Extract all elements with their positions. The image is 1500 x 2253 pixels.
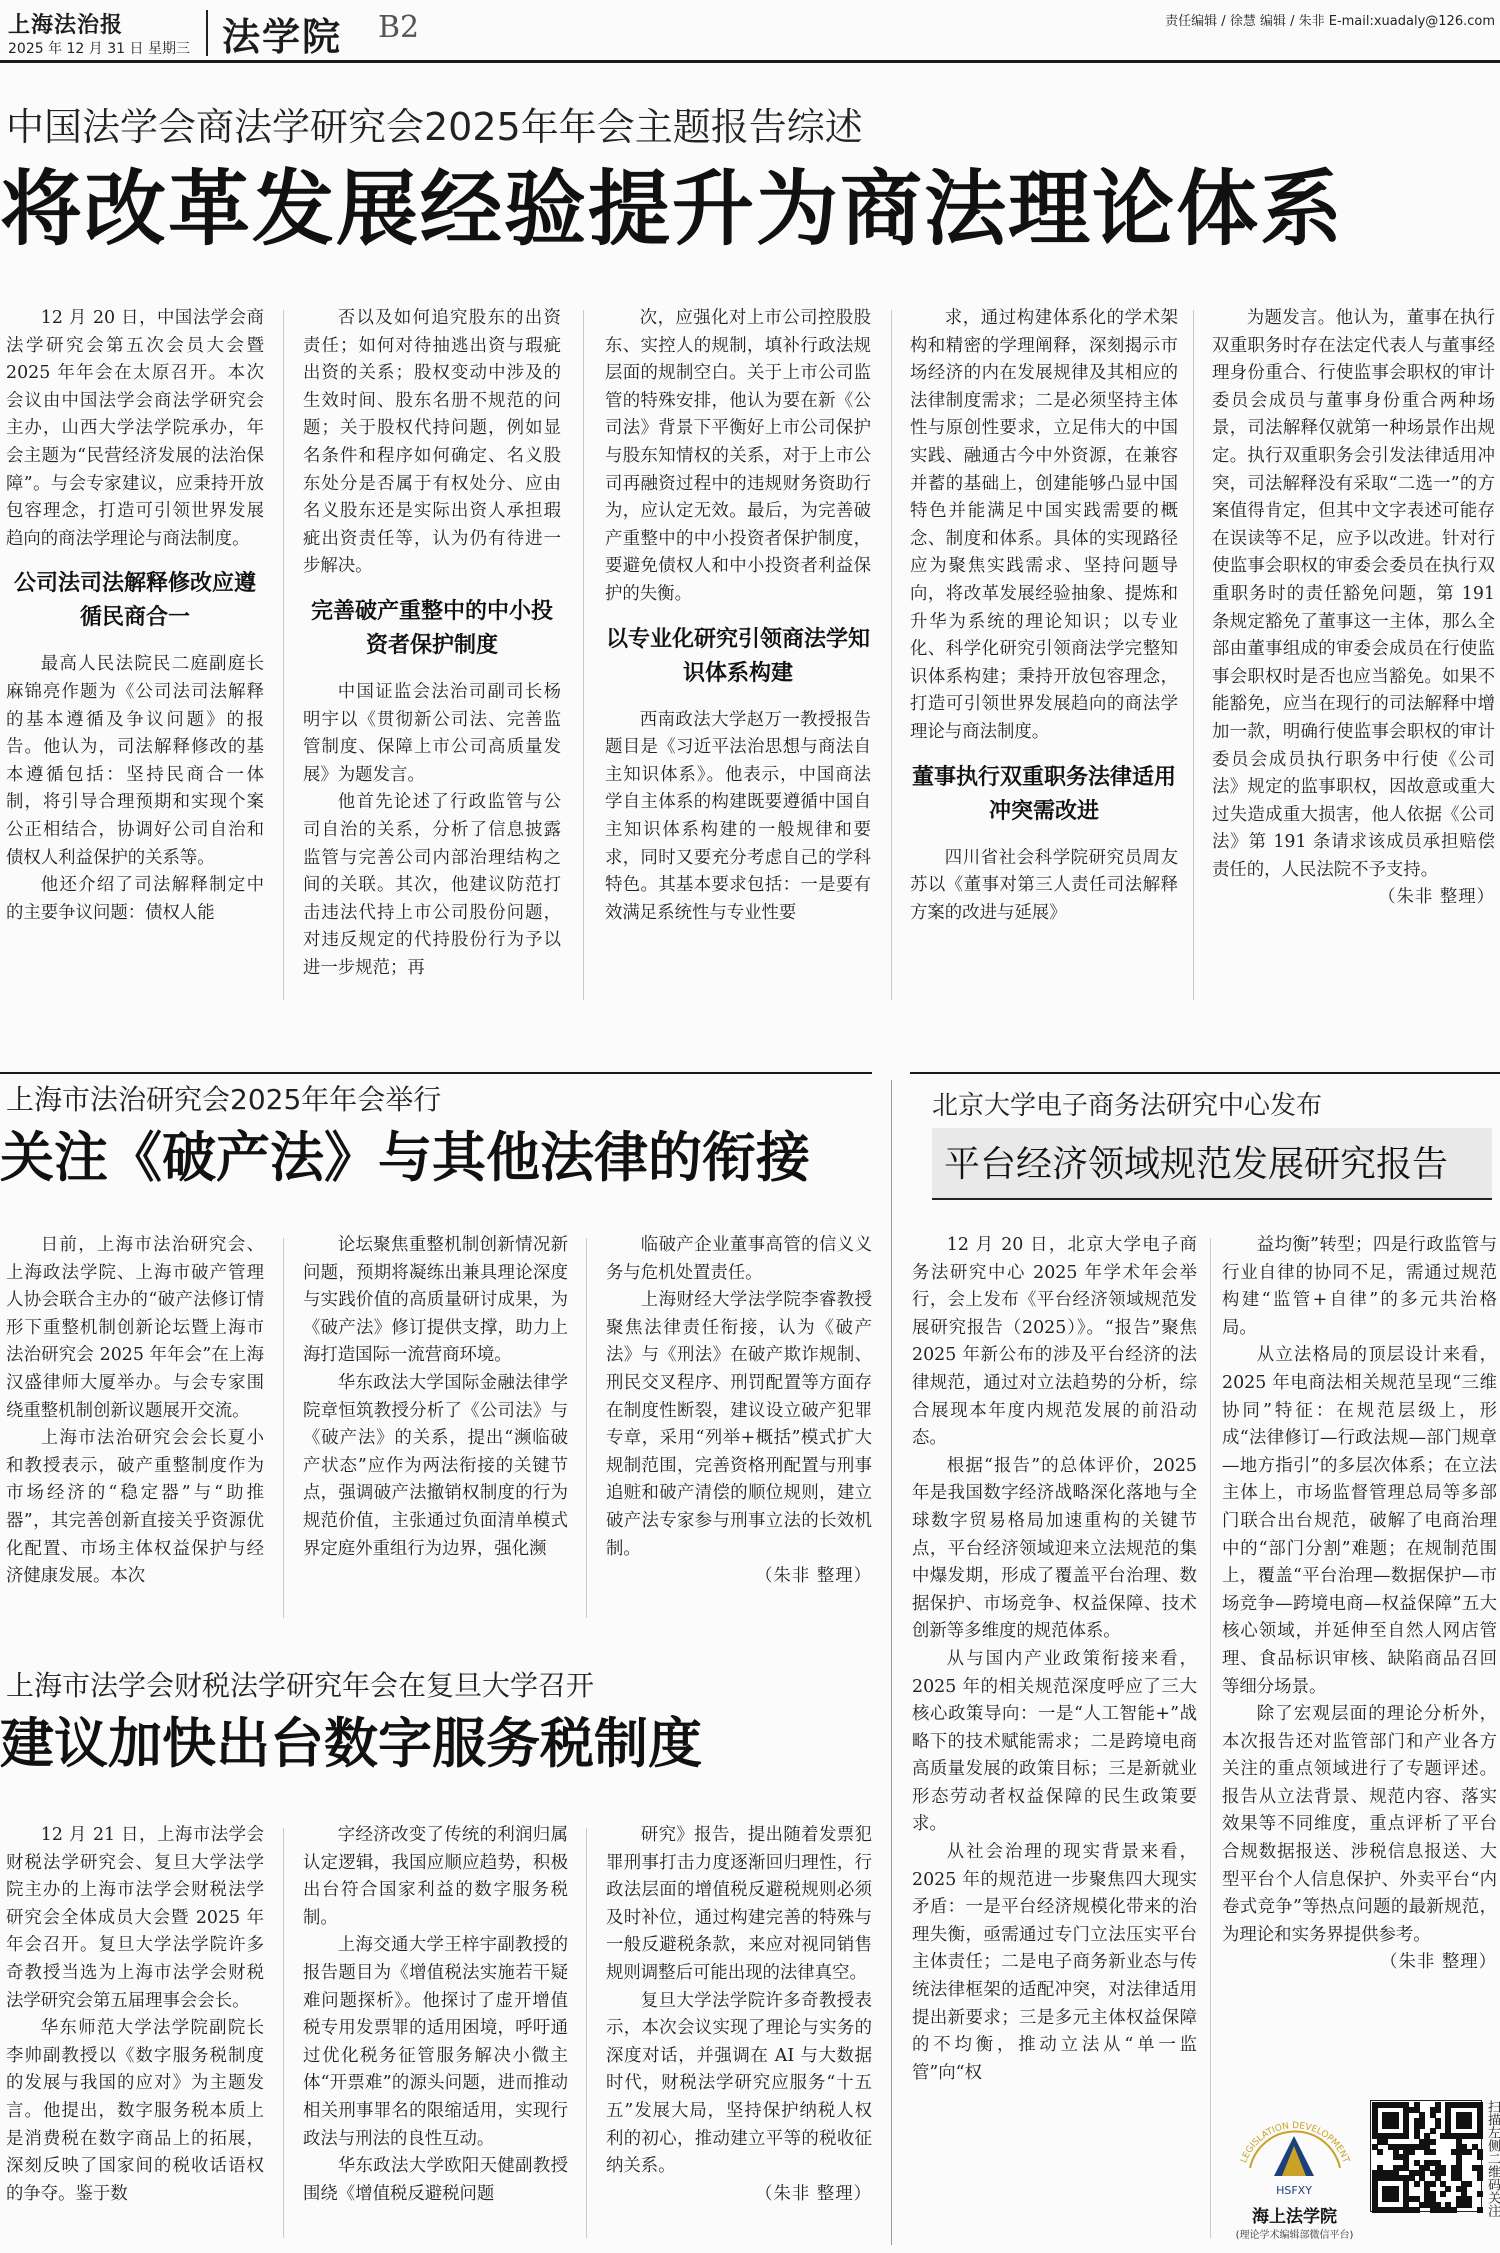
- qr-module: [1466, 2149, 1472, 2155]
- article-credit: （朱非 整理）: [1380, 1952, 1497, 1973]
- qr-module: [1430, 2149, 1436, 2155]
- article4-kicker: 北京大学电子商务法研究中心发布: [932, 1091, 1323, 1121]
- paragraph: 字经济改变了传统的利润归属认定逻辑，我国应顺应趋势，积极出台符合国家利益的数字服务税制。: [303, 1825, 568, 1928]
- section-rule-right: [910, 1072, 1500, 1074]
- subheading: 完善破产重整中的中小投资者保护制度: [310, 598, 553, 658]
- qr-module: [1477, 2191, 1483, 2197]
- wechat-qr-code[interactable]: [1370, 2100, 1482, 2212]
- qr-module: [1393, 2123, 1399, 2129]
- qr-module: [1414, 2181, 1420, 2187]
- paragraph: 为题发言。他认为，董事在执行双重职务时存在法定代表人与董事经理身份重合、行使监事会职权的审计委员会成员与董事身份重合两种场景，司法解释仅就第一种场景作出规定。执行双重职务会引发法律适用冲突，司法解释没有采取“二选一”的方案值得肯定，但其中文字表述可能存在误读等不足，应予以改进。针对行使监事会职权的审委会委员在执行双重职务时的责任豁免问题，第 191 条规定豁免了董事这一主体，那么全部由董事组成的审委会成员在行使监事会职权时是否也应当豁免。如果不能豁免，应当在现行的司法解释中增加一款，明确行使监事会职权的审计委员会成员执行职务中行使《公司法》规定的监事职权，因故意或重大过失造成重大损害，他人依据《公司法》第 191 条请求该成员承担赔偿责任的，人民法院不予支持。: [1212, 308, 1495, 880]
- article3-headline: 建议加快出台数字服务税制度: [0, 1712, 702, 1775]
- paragraph: 复旦大学法学院许多奇教授表示，本次会议实现了理论与实务的深度对话，并强调在 AI 与大数据时代，财税法学研究应服务“十五五”发展大局，坚持保护纳税人权利的初心，推动建立平等的税收征纳关系。: [606, 1990, 872, 2177]
- paragraph: 除了宏观层面的理论分析外，本次报告还对监管部门和产业各方关注的重点领域进行了专题评述。报告从立法背景、规范内容、落实效果等不同维度，重点评析了平台合规数据报送、涉税信息报送、大型平台个人信息保护、外卖平台“内卷式竞争”等热点问题的最新规范，为理论和实务界提供参考。: [1222, 1704, 1497, 1945]
- paragraph: 从与国内产业政策衔接来看，2025 年的相关规范深度呼应了三大核心政策导向：一是“人工智能+”战略下的技术赋能需求；二是跨境电商高质量发展的政策目标；三是新就业形态劳动者权益保障的民生政策要求。: [912, 1648, 1197, 1835]
- paragraph: 临破产企业董事高管的信义义务与危机处置责任。: [606, 1235, 872, 1283]
- masthead-rule: [0, 60, 1500, 63]
- paragraph: 12 月 21 日，上海市法学会财税法学研究会、复旦大学法学院主办的上海市法学会财税法学研究会全体成员大会暨 2025 年年会召开。复旦大学法学院许多奇教授当选为上海市法学会财税法学研究会第五届理事会会长。: [6, 1825, 264, 2011]
- qr-module: [1445, 2186, 1451, 2192]
- paragraph: 次，应强化对上市公司控股股东、实控人的规制，填补行政法规层面的规制空白。关于上市公司监管的特殊安排，他认为要在新《公司法》背景下平衡好上市公司保护与股东知情权的关系，对于上市公司再融资过程中的违规财务资助行为，应认定无效。最后，为完善破产重整中的中小投资者保护制度，要避免债权人和中小投资者利益保护的失衡。: [605, 308, 871, 604]
- logo-arc-text: LEGISLATION DEVELOPMENT: [1239, 2121, 1351, 2165]
- article2-column-1: [6, 1232, 264, 1632]
- paragraph: 论坛聚焦重整机制创新情况新问题，预期将凝练出兼具理论深度与实践价值的高质量研讨成果，为《破产法》修订提供支撑，助力上海打造国际一流营商环境。: [303, 1235, 568, 1366]
- article4-left-border: [891, 1080, 892, 2245]
- qr-module: [1440, 2191, 1446, 2197]
- article1-column-2: [303, 305, 561, 1010]
- paragraph: 从立法格局的顶层设计来看，2025 年电商法相关规范呈现“三维协同”特征：在规范层级上，形成“法律修订—行政法规—部门规章—地方指引”的多层次体系；在立法主体上，市场监督管理总局等多部门联合出台规范，破解了电商治理中的“部门分割”难题；在规制范围上，覆盖“平台治理—数据保护—市场竞争—跨境电商—权益保障”五大核心领域，并延伸至自然人网店管理、食品标识审核、缺陷商品召回等细分场景。: [1222, 1345, 1497, 1697]
- article1-kicker: 中国法学会商法学研究会2025年年会主题报告综述: [6, 105, 863, 149]
- subheading: 公司法司法解释修改应遵循民商合一: [13, 571, 256, 631]
- paragraph: 从社会治理的现实背景来看，2025 年的规范进一步聚焦四大现实矛盾：一是平台经济规模化带来的治理失衡，亟需通过专门立法压实平台主体责任；二是电子商务新业态与传统法律框架的适配冲突，对法律适用提出新要求；三是多元主体权益保障的不均衡，推动立法从“单一监管”向“权: [912, 1842, 1197, 2083]
- article1-column-4: [910, 305, 1178, 1010]
- paragraph: 华东政法大学国际金融法律学院章恒筑教授分析了《公司法》与《破产法》的关系，提出“濒临破产状态”应作为两法衔接的关键节点，强调破产法撤销权制度的行为规范价值，主张通过负面清单模式界定庭外重组行为边界，强化濒: [303, 1372, 568, 1559]
- logo-name: 海上法学院: [1252, 2207, 1337, 2227]
- paragraph: 最高人民法院民二庭副庭长麻锦亮作题为《公司法司法解释的基本遵循及争议问题》的报告。他认为，司法解释修改的基本遵循包括：坚持民商合一体制，将引导合理预期和实现个案公正相结合，协调好公司自治和债权人利益保护的关系等。: [6, 654, 264, 868]
- editor-credits: 责任编辑 / 徐慧 编辑 / 朱非 E-mail:xuadaly@126.com: [1165, 14, 1495, 29]
- column-divider: [283, 310, 284, 1000]
- article2-column-3: [606, 1232, 872, 1652]
- article3-column-1: [6, 1822, 264, 2247]
- column-divider: [1193, 310, 1194, 1000]
- column-divider: [1210, 1238, 1211, 2238]
- article3-kicker: 上海市法学会财税法学研究年会在复旦大学召开: [6, 1669, 595, 1702]
- subheading: 以专业化研究引领商法学知识体系构建: [605, 626, 870, 686]
- qr-module: [1430, 2128, 1436, 2134]
- column-divider: [583, 310, 584, 1000]
- section-title: 法学院: [222, 14, 343, 59]
- column-divider: [283, 1828, 284, 2238]
- qr-module: [1419, 2123, 1425, 2129]
- article3-column-2: [303, 1822, 568, 2247]
- paragraph: 华东政法大学欧阳天健副教授围绕《增值税反避税问题: [303, 2156, 568, 2204]
- column-divider: [891, 310, 892, 1000]
- qr-module: [1393, 2196, 1399, 2202]
- qr-module: [1466, 2123, 1472, 2129]
- law-school-logo: [1222, 2090, 1367, 2250]
- qr-module: [1477, 2133, 1483, 2139]
- paragraph: 上海市法治研究会会长夏小和教授表示，破产重整制度作为市场经济的“稳定器”与“助推器”，其完善创新直接关乎资源优化配置、市场主体权益保护与经济健康发展。本次: [6, 1428, 264, 1587]
- newspaper-logo: 上海法治报: [8, 12, 124, 38]
- article2-column-2: [303, 1232, 568, 1632]
- paragraph: 12 月 20 日，中国法学会商法学研究会第五次会员大会暨 2025 年年会在太原召开。本次会议由中国法学会商法学研究会主办，山西大学法学院承办，年会主题为“民营经济发展的法治保障”。与会专家建议，应秉持开放包容理念，打造可引领世界发展趋向的商法学理论与商法制度。: [6, 308, 264, 549]
- article4-column-1: [912, 1232, 1197, 2247]
- logo-caption: (理论学术编辑部微信平台): [1235, 2230, 1354, 2241]
- article2-headline: 关注《破产法》与其他法律的衔接: [0, 1126, 810, 1189]
- paragraph: 四川省社会科学院研究员周友苏以《董事对第三人责任司法解释方案的改进与延展》: [910, 847, 1178, 923]
- qr-module: [1414, 2207, 1420, 2213]
- qr-module: [1430, 2139, 1436, 2145]
- paragraph: 西南政法大学赵万一教授报告题目是《习近平法治思想与商法自主知识体系》。他表示，中国商法学自主体系的构建既要遵循中国自主知识体系构建的一般规律和要求，同时又要充分考虑自己的学科特色。其基本要求包括：一是要有效满足系统性与专业性要: [605, 709, 871, 923]
- qr-module: [1440, 2170, 1446, 2176]
- qr-module: [1477, 2207, 1483, 2213]
- column-divider: [586, 1828, 587, 2238]
- article1-column-5: [1212, 305, 1495, 1020]
- qr-module: [1466, 2181, 1472, 2187]
- qr-module: [1430, 2181, 1436, 2187]
- paragraph: 求，通过构建体系化的学术架构和精密的学理阐释，深刻揭示市场经济的内在发展规律及其相应的法律制度需求；二是必须坚持主体性与原创性要求，立足伟大的中国实践、融通古今中外资源，在兼容并蓄的基础上，创建能够凸显中国特色并能满足中国实践需要的概念、制度和体系。具体的实现路径应为聚焦实践需求、坚持问题导向，将改革发展经验抽象、提炼和升华为系统的理论知识；以专业化、科学化研究引领商法学完整知识体系构建；秉持开放包容理念，打造可引领世界发展趋向的商法学理论与商法制度。: [910, 308, 1178, 742]
- paragraph: 日前，上海市法治研究会、上海政法学院、上海市破产管理人协会联合主办的“破产法修订情形下重整机制创新论坛暨上海市法治研究会 2025 年年会”在上海汉盛律师大厦举办。与会专家围绕重整机制创新议题展开交流。: [6, 1235, 264, 1421]
- qr-module: [1435, 2123, 1441, 2129]
- qr-module: [1451, 2207, 1457, 2213]
- paragraph: 华东师范大学法学院副院长李帅副教授以《数字服务税制度的发展与我国的应对》为主题发言。他提出，数字服务税本质上是消费税在数字商品上的拓展，深刻反映了国家间的税收话语权的争夺。鉴于数: [6, 2018, 264, 2204]
- qr-module: [1477, 2154, 1483, 2160]
- logo-abbr: HSFXY: [1276, 2184, 1312, 2197]
- paragraph: 益均衡”转型；四是行政监管与行业自律的协同不足，需通过规范构建“监管+自律”的多元共治格局。: [1222, 1235, 1497, 1338]
- paragraph: 他首先论述了行政监管与公司自治的关系，分析了信息披露监管与完善公司内部治理结构之间的关联。其次，他建议防范打击违法代持上市公司股份问题，对违反规定的代持股份行为予以进一步规范；再: [303, 792, 561, 978]
- article-credit: （朱非 整理）: [755, 2183, 872, 2204]
- paragraph: 根据“报告”的总体评价，2025 年是我国数字经济战略深化落地与全球数字贸易格局加速重构的关键节点，平台经济领域迎来立法规范的集中爆发期，形成了覆盖平台治理、数据保护、市场竞争、权益保障、技术创新等多维度的规范体系。: [912, 1455, 1197, 1642]
- article2-kicker: 上海市法治研究会2025年年会举行: [6, 1083, 442, 1116]
- article4-headline: 平台经济领域规范发展研究报告: [944, 1144, 1449, 1185]
- article1-column-1: [6, 305, 264, 1010]
- column-divider: [586, 1238, 587, 1618]
- qr-module: [1466, 2202, 1472, 2208]
- page-number: B2: [378, 10, 420, 45]
- article1-headline: 将改革发展经验提升为商法理论体系: [0, 162, 1345, 257]
- paragraph: 他还介绍了司法解释制定中的主要争议问题：债权人能: [6, 875, 264, 923]
- paragraph: 研究》报告，提出随着发票犯罪刑事打击力度逐渐回归理性，行政法层面的增值税反避税规则必须及时补位，通过构建完善的特殊与一般反避税条款，来应对视同销售规则调整后可能出现的法律真空。: [606, 1825, 872, 1983]
- section-rule-left: [0, 1072, 872, 1074]
- paragraph: 中国证监会法治司副司长杨明宇以《贯彻新公司法、完善监管制度、保障上市公司高质量发展》为题发言。: [303, 681, 561, 785]
- paragraph: 否以及如何追究股东的出资责任；如何对待抽逃出资与瑕疵出资的关系；股权变动中涉及的生效时间、股东名册不规范的问题；关于股权代持问题，例如显名条件和程序如何确定、名义股东处分是否属于有权处分、应由名义股东还是实际出资人承担瑕疵出资责任等，认为仍有待进一步解决。: [303, 308, 561, 577]
- qr-module: [1377, 2149, 1383, 2155]
- article-credit: （朱非 整理）: [755, 1566, 872, 1587]
- qr-caption: 扫描左侧二维码关注: [1485, 2100, 1500, 2217]
- qr-module: [1477, 2175, 1483, 2181]
- paragraph: 12 月 20 日，北京大学电子商务法研究中心 2025 年学术年会举行，会上发布《平台经济领域规范发展研究报告（2025）》。“报告”聚焦 2025 年新公布的涉及平台经济的法律规范，通过对立法趋势的分析，综合展现本年度内规范发展的前沿动态。: [912, 1235, 1197, 1449]
- qr-module: [1435, 2107, 1441, 2113]
- subheading: 董事执行双重职务法律适用冲突需改进: [911, 764, 1176, 824]
- qr-module: [1403, 2133, 1409, 2139]
- column-divider: [283, 1238, 284, 1618]
- article1-column-3: [605, 305, 871, 1010]
- paragraph: 上海交通大学王梓宇副教授的报告题目为《增值税法实施若干疑难问题探析》。他探讨了虚开增值税专用发票罪的适用困境，呼吁通过优化税务征管服务解决小微主体“开票难”的源头问题，进而推动相关刑事罪名的限缩适用，实现行政法与刑法的良性互动。: [303, 1935, 568, 2149]
- article-credit: （朱非 整理）: [1378, 887, 1495, 908]
- article4-column-2: [1222, 1232, 1497, 2082]
- article3-column-3: [606, 1822, 872, 2247]
- logo-emblem-icon: [1222, 2090, 1367, 2210]
- masthead-divider: [206, 10, 208, 56]
- issue-date: 2025 年 12 月 31 日 星期三: [8, 41, 190, 57]
- paragraph: 上海财经大学法学院李睿教授聚焦法律责任衔接，认为《破产法》与《刑法》在破产欺诈规制、刑民交叉程序、刑罚配置等方面存在制度性断裂，建议设立破产犯罪专章，采用“列举+概括”模式扩大规制范围，完善资格刑配置与刑事追赃和破产清偿的顺位规则，建立破产法专家参与刑事立法的长效机制。: [606, 1290, 872, 1559]
- qr-module: [1409, 2149, 1415, 2155]
